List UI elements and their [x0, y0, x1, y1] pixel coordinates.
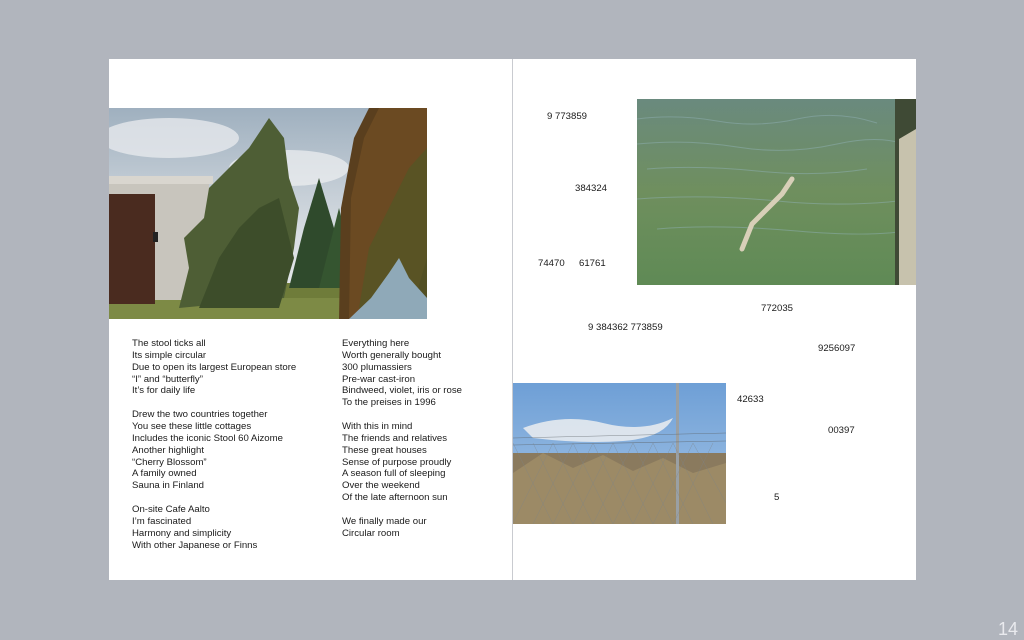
number-text: 9256097: [818, 343, 856, 354]
number-text: 9 773859: [547, 111, 588, 122]
poem-line: We finally made our: [342, 515, 427, 527]
poem-line: You see these little cottages: [132, 421, 252, 433]
book-spread: [109, 59, 916, 580]
number-text: 74470: [538, 258, 565, 269]
poem-line: On-site Cafe Aalto: [132, 504, 210, 516]
poem-line: These great houses: [342, 444, 427, 456]
poem-line: It’s for daily life: [132, 385, 196, 397]
poem-line: A season full of sleeping: [342, 468, 446, 480]
poem-line: Sense of purpose proudly: [342, 456, 452, 468]
poem-line: Includes the iconic Stool 60 Aizome: [132, 432, 283, 444]
poem-line: I’m fascinated: [132, 515, 192, 527]
photo-shed-trees: [109, 108, 427, 319]
poem-line: With this in mind: [342, 421, 413, 433]
photo-water-branch: [637, 99, 916, 285]
poem-line: Drew the two countries together: [132, 409, 268, 421]
poem-right-stanza-3: [342, 516, 462, 540]
poem-line: The stool ticks all: [132, 338, 206, 349]
poem-right-stanza-1: [342, 338, 462, 409]
poem-line: Over the weekend: [342, 480, 420, 492]
poem-line: Circular room: [342, 527, 400, 539]
poem-line: “Cherry Blossom”: [132, 456, 207, 468]
poem-right-column: [342, 338, 462, 552]
page-number: 14: [997, 619, 1018, 639]
poem-line: To the preises in 1996: [342, 397, 436, 409]
poem-left-stanza-2: [132, 409, 296, 492]
poem-line: The friends and relatives: [342, 432, 448, 444]
poem-line: Worth generally bought: [342, 349, 442, 361]
poem-left-stanza-1: [132, 338, 296, 397]
poem-line: 300 plumassiers: [342, 361, 412, 373]
number-text: 61761: [579, 258, 606, 269]
number-text: 42633: [737, 394, 764, 405]
number-text: 384324: [575, 183, 608, 194]
poem-left-stanza-3: [132, 504, 296, 551]
poem-right-stanza-2: [342, 421, 462, 504]
poem-line: With other Japanese or Finns: [132, 539, 258, 551]
poem-line: Due to open its largest European store: [132, 361, 297, 373]
poem-line: Another highlight: [132, 444, 205, 456]
poem-line: “I” and “butterfly”: [132, 373, 203, 385]
poem-line: A family owned: [132, 468, 197, 480]
poem-line: Sauna in Finland: [132, 480, 205, 492]
poem-left-column: [132, 338, 296, 564]
number-text: 5: [774, 492, 780, 503]
number-text: 772035: [761, 303, 794, 314]
number-text: 9 384362 773859: [588, 322, 663, 333]
poem-line: Pre-war cast-iron: [342, 373, 416, 385]
poem-line: Harmony and simplicity: [132, 527, 232, 539]
poem-line: Everything here: [342, 338, 410, 349]
poem-line: Of the late afternoon sun: [342, 492, 448, 504]
number-text: 00397: [828, 425, 855, 436]
poem-line: Bindweed, violet, iris or rose: [342, 385, 462, 397]
poem-line: Its simple circular: [132, 349, 207, 361]
photo-fence-plastic: [513, 383, 726, 524]
